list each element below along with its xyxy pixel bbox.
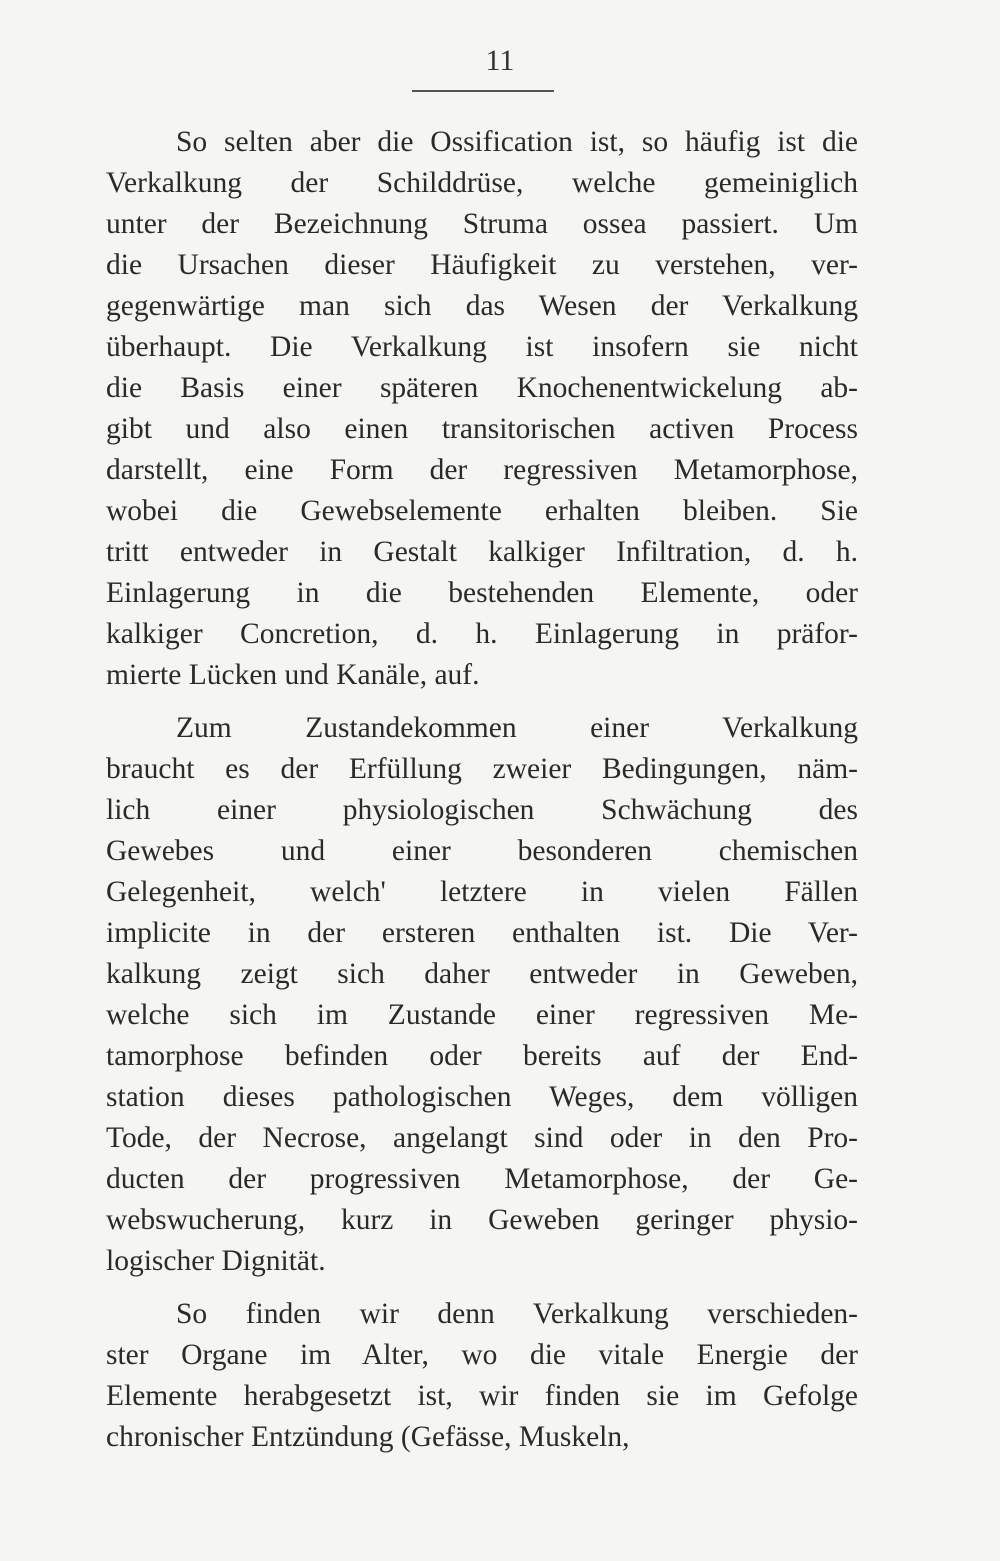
text-line: ster Organe im Alter, wo die vitale Energie der	[106, 1339, 858, 1371]
text-line: So selten aber die Ossification ist, so häufig ist die	[176, 126, 858, 158]
text-line: braucht es der Erfüllung zweier Bedingungen, näm-	[106, 753, 858, 785]
text-line: kalkung zeigt sich daher entweder in Geweben,	[106, 958, 858, 990]
text-line: webswucherung, kurz in Geweben geringer physio-	[106, 1204, 858, 1236]
text-line: chronischer Entzündung (Gefässe, Muskeln,	[106, 1421, 630, 1453]
text-line: Einlagerung in die bestehenden Elemente, oder	[106, 577, 858, 609]
text-line: implicite in der ersteren enthalten ist. Die Ver-	[106, 917, 858, 949]
text-line: logischer Dignität.	[106, 1245, 326, 1277]
paragraph-gap	[106, 1282, 858, 1294]
text-line: Zum Zustandekommen einer Verkalkung	[176, 712, 858, 744]
paragraph	[106, 708, 858, 1282]
header-rule	[412, 90, 554, 92]
text-line: kalkiger Concretion, d. h. Einlagerung in präfor-	[106, 618, 858, 650]
text-line: die Ursachen dieser Häufigkeit zu verstehen, ver-	[106, 249, 858, 281]
text-line: lich einer physiologischen Schwächung des	[106, 794, 858, 826]
text-line: Verkalkung der Schilddrüse, welche gemeiniglich	[106, 167, 858, 199]
text-line: So finden wir denn Verkalkung verschieden-	[176, 1298, 858, 1330]
text-line: Tode, der Necrose, angelangt sind oder in den Pro-	[106, 1122, 858, 1154]
page-number: 11	[485, 44, 515, 77]
text-line: darstellt, eine Form der regressiven Metamorphose,	[106, 454, 858, 486]
text-line: gegenwärtige man sich das Wesen der Verkalkung	[106, 290, 858, 322]
paragraph	[106, 122, 858, 696]
paragraph	[106, 1294, 858, 1458]
text-line: gibt und also einen transitorischen activen Process	[106, 413, 858, 445]
text-line: station dieses pathologischen Weges, dem völligen	[106, 1081, 858, 1113]
text-line: Gewebes und einer besonderen chemischen	[106, 835, 858, 867]
text-line: ducten der progressiven Metamorphose, der Ge-	[106, 1163, 858, 1195]
text-line: wobei die Gewebselemente erhalten bleiben. Sie	[106, 495, 858, 527]
text-line: tamorphose befinden oder bereits auf der End-	[106, 1040, 858, 1072]
text-line: überhaupt. Die Verkalkung ist insofern sie nicht	[106, 331, 858, 363]
text-line: welche sich im Zustande einer regressiven Me-	[106, 999, 858, 1031]
text-line: tritt entweder in Gestalt kalkiger Infiltration, d. h.	[106, 536, 858, 568]
text-line: unter der Bezeichnung Struma ossea passiert. Um	[106, 208, 858, 240]
text-line: die Basis einer späteren Knochenentwickelung ab-	[106, 372, 858, 404]
text-line: Gelegenheit, welch' letztere in vielen Fällen	[106, 876, 858, 908]
body-text	[106, 122, 858, 1458]
paragraph-gap	[106, 696, 858, 708]
text-line: mierte Lücken und Kanäle, auf.	[106, 659, 480, 691]
text-line: Elemente herabgesetzt ist, wir finden sie im Gefolge	[106, 1380, 858, 1412]
